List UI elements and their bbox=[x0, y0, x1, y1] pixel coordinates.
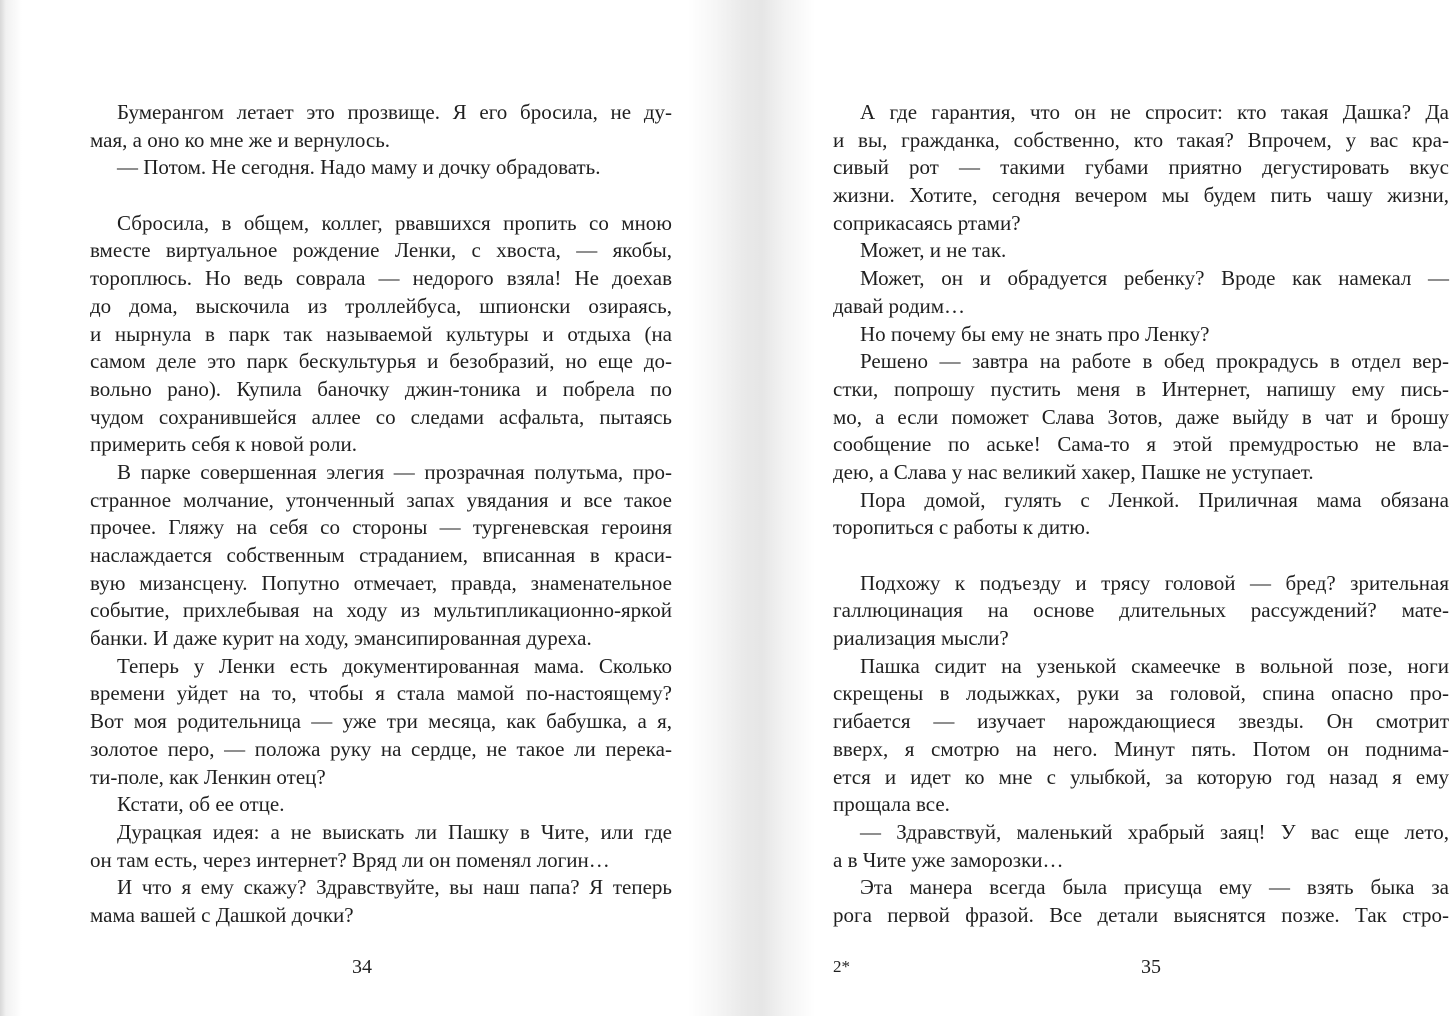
text-line: Сбросила, в общем, коллег, рвавшихся пропить со мною bbox=[117, 210, 672, 235]
text-line: гибается — изучает нарождающиеся звезды. Он смотрит bbox=[833, 709, 1449, 734]
text-line: времени уйдет на то, чтобы я стала мамой по-настоящему? bbox=[90, 681, 672, 706]
text-line: мая, а оно ко мне же и вернулось. bbox=[90, 127, 391, 152]
text-line: Дурацкая идея: а не выискать ли Пашку в Чите, или где bbox=[117, 819, 672, 844]
paragraph bbox=[90, 154, 672, 182]
text-line: риализация мысли? bbox=[833, 626, 1009, 651]
signature-mark: 2* bbox=[833, 957, 850, 976]
text-line: мама вашей с Дашкой дочки? bbox=[90, 902, 354, 927]
text-line: и нырнула в парк так называемой культуры и отдыха (на bbox=[90, 321, 672, 346]
right-page-text bbox=[833, 99, 1449, 930]
text-line: дею, а Слава у нас великий хакер, Пашке не уступает. bbox=[833, 459, 1314, 484]
text-line: галлюцинация на основе длительных рассуждений? мате- bbox=[833, 598, 1449, 623]
paragraph bbox=[90, 791, 672, 819]
paragraph bbox=[833, 265, 1449, 320]
paragraph bbox=[90, 99, 672, 154]
text-line: соприкасаясь ртами? bbox=[833, 210, 1021, 235]
text-line: Бумерангом летает это прозвище. Я его бросила, не ду- bbox=[117, 100, 672, 124]
paragraph bbox=[833, 487, 1449, 542]
text-line: до дома, выскочила из троллейбуса, шпионски озираясь, bbox=[90, 293, 672, 318]
text-line: Решено — завтра на работе в обед прокрадусь в отдел вер- bbox=[860, 349, 1449, 374]
text-line: ти-поле, как Ленкин отец? bbox=[90, 764, 326, 789]
text-section bbox=[90, 210, 672, 930]
text-line: прощала все. bbox=[833, 792, 950, 817]
text-line: жизни. Хотите, сегодня вечером мы будем пить чашу жизни, bbox=[833, 183, 1449, 208]
text-line: И что я ему скажу? Здравствуйте, вы наш папа? Я теперь bbox=[117, 875, 672, 900]
text-line: торопиться с работы к дитю. bbox=[833, 515, 1091, 540]
left-page bbox=[0, 0, 727, 1016]
text-line: Может, он и обрадуется ребенку? Вроде как намекал — bbox=[860, 266, 1449, 291]
paragraph bbox=[90, 874, 672, 929]
text-line: странное молчание, утонченный запах увядания и все такое bbox=[90, 487, 672, 512]
text-line: рога первой фразой. Все детали выяснятся позже. Так стро- bbox=[833, 902, 1449, 927]
text-line: А где гарантия, что он не спросит: кто такая Дашка? Да bbox=[860, 100, 1449, 124]
text-line: — Здравствуй, маленький храбрый заяц! У вас еще лето, bbox=[860, 819, 1449, 844]
paragraph bbox=[833, 570, 1449, 653]
text-line: тороплюсь. Но ведь соврала — недорого взяла! Не доехав bbox=[90, 266, 672, 291]
paragraph bbox=[833, 653, 1449, 819]
text-section bbox=[833, 570, 1449, 930]
text-line: сивый рот — такими губами приятно дегустировать вкус bbox=[833, 155, 1449, 180]
text-line: чудом сохранившейся аллее со следами асфальта, пытаясь bbox=[90, 404, 672, 429]
paragraph bbox=[833, 99, 1449, 237]
left-page-text bbox=[90, 99, 672, 930]
page-number: 35 bbox=[1141, 956, 1161, 978]
paragraph bbox=[833, 819, 1449, 874]
text-line: ется и идет ко мне с улыбкой, за которую год назад я ему bbox=[833, 764, 1449, 789]
text-line: Эта манера всегда была присуща ему — взять быка за bbox=[860, 875, 1449, 900]
text-line: Кстати, об ее отце. bbox=[117, 792, 285, 817]
text-line: самом деле это парк бескультурья и безобразий, но еще до- bbox=[90, 349, 672, 374]
text-line: вую мизансцену. Попутно отмечает, правда, знаменательное bbox=[90, 570, 672, 595]
right-page bbox=[727, 0, 1455, 1016]
paragraph bbox=[833, 348, 1449, 486]
text-line: примерить себя к новой роли. bbox=[90, 432, 357, 457]
text-line: мо, а если поможет Слава Зотов, даже выйду в чат и брошу bbox=[833, 404, 1449, 429]
text-line: событие, прихлебывая на ходу из мультипликационно-яркой bbox=[90, 598, 672, 623]
paragraph bbox=[833, 321, 1449, 349]
text-line: Может, и не так. bbox=[860, 238, 1007, 263]
text-section bbox=[833, 99, 1449, 542]
text-line: скрещены в лодыжках, руки за головой, спина опасно про- bbox=[833, 681, 1449, 706]
paragraph bbox=[833, 874, 1449, 929]
page-number: 34 bbox=[352, 956, 372, 978]
text-line: Пора домой, гулять с Ленкой. Приличная мама обязана bbox=[860, 487, 1449, 512]
text-line: банки. И даже курит на ходу, эмансипированная дуреха. bbox=[90, 626, 592, 651]
text-line: Теперь у Ленки есть документированная мама. Сколько bbox=[117, 653, 672, 678]
text-line: вольно рано). Купила баночку джин-тоника и побрела по bbox=[90, 376, 672, 401]
paragraph bbox=[90, 819, 672, 874]
text-line: золотое перо, — положа руку на сердце, не такое ли перека- bbox=[90, 736, 672, 761]
paragraph bbox=[90, 653, 672, 791]
text-section bbox=[90, 99, 672, 182]
paragraph bbox=[90, 210, 672, 459]
text-line: и вы, гражданка, собственно, кто такая? Впрочем, у вас кра- bbox=[833, 127, 1449, 152]
text-line: а в Чите уже заморозки… bbox=[833, 847, 1064, 872]
text-line: стки, попрошу пустить меня в Интернет, напишу ему пись- bbox=[833, 376, 1449, 401]
text-line: прочее. Гляжу на себя со стороны — тургеневская героиня bbox=[90, 515, 672, 540]
text-line: наслаждается собственным страданием, вписанная в краси- bbox=[90, 543, 672, 567]
text-line: он там есть, через интернет? Вряд ли он поменял логин… bbox=[90, 847, 610, 872]
text-line: вверх, я смотрю на него. Минут пять. Потом он поднима- bbox=[833, 736, 1449, 761]
text-line: Но почему бы ему не знать про Ленку? bbox=[860, 321, 1210, 346]
text-line: давай родим… bbox=[833, 293, 966, 318]
text-line: — Потом. Не сегодня. Надо маму и дочку обрадовать. bbox=[117, 155, 601, 180]
paragraph bbox=[833, 237, 1449, 265]
text-line: Подхожу к подъезду и трясу головой — бред? зрительная bbox=[860, 570, 1449, 595]
text-line: вместе виртуальное рождение Ленки, с хвоста, — якобы, bbox=[90, 238, 672, 263]
paragraph bbox=[90, 459, 672, 653]
text-line: Вот моя родительница — уже три месяца, как бабушка, а я, bbox=[90, 709, 672, 734]
text-line: сообщение по аське! Сама-то я этой премудростью не вла- bbox=[833, 432, 1449, 457]
text-line: В парке совершенная элегия — прозрачная полутьма, про- bbox=[117, 459, 672, 484]
text-line: Пашка сидит на узенькой скамеечке в вольной позе, ноги bbox=[860, 653, 1449, 678]
